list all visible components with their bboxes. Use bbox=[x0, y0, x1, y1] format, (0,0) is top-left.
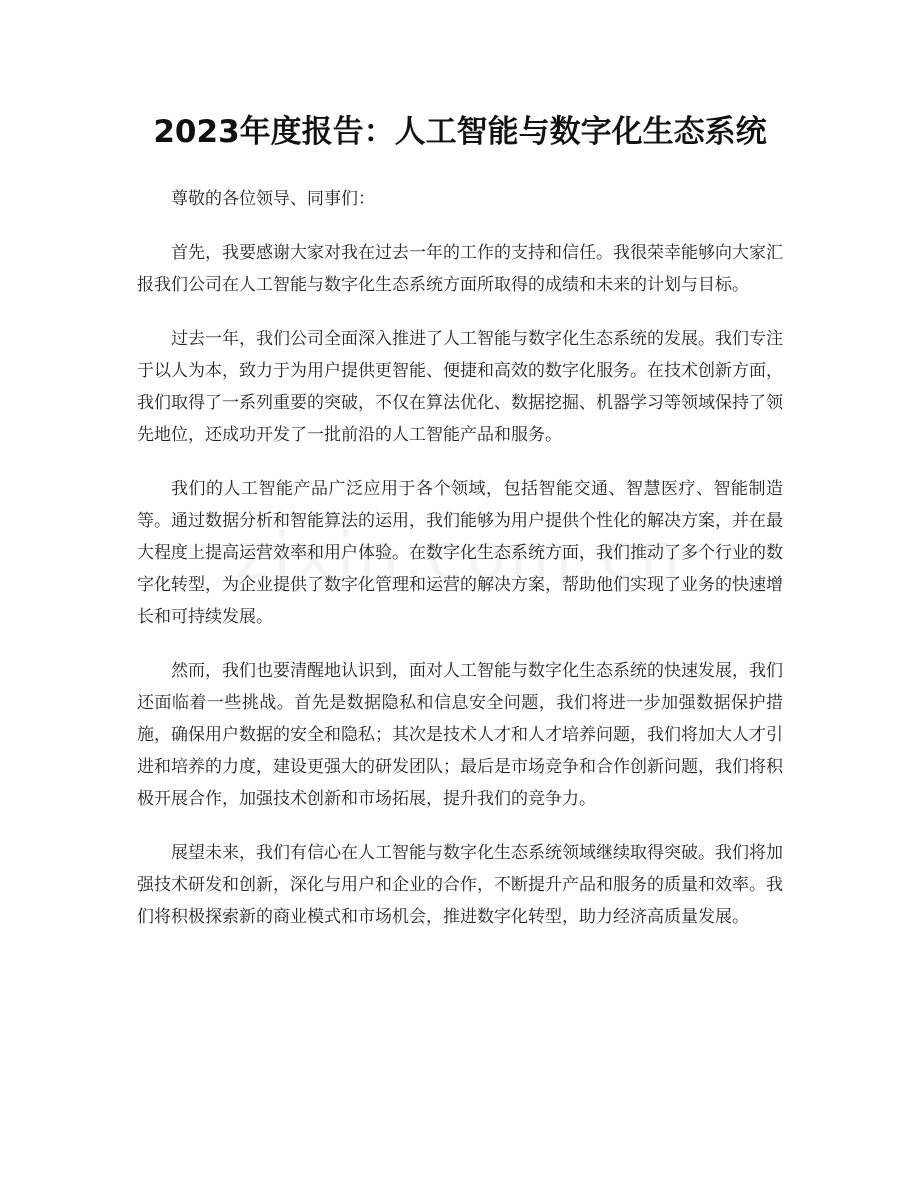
paragraph-4: 然而，我们也要清醒地认识到，面对人工智能与数字化生态系统的快速发展，我们还面临着一些挑战。首先是数据隐私和信息安全问题，我们将进一步加强数据保护措施，确保用户数据的安全和隐私；其次是技术人才和人才培养问题，我们将加大人才引进和培养的力度，建设更强大的研发团队；最后是市场竞争和合作创新问题，我们将积极开展合作，加强技术创新和市场拓展，提升我们的竞争力。 bbox=[137, 661, 783, 809]
document-title: 2023年度报告：人工智能与数字化生态系统 bbox=[153, 114, 767, 150]
salutation: 尊敬的各位领导、同事们： bbox=[171, 189, 375, 209]
paragraph-2: 过去一年，我们公司全面深入推进了人工智能与数字化生态系统的发展。我们专注于以人为本，致力于为用户提供更智能、便捷和高效的数字化服务。在技术创新方面，我们取得了一系列重要的突破，不仅在算法优化、数据挖掘、机器学习等领域保持了领先地位，还成功开发了一批前沿的人工智能产品和服务。 bbox=[137, 329, 783, 445]
document-body bbox=[137, 183, 783, 955]
paragraph-1: 首先，我要感谢大家对我在过去一年的工作的支持和信任。我很荣幸能够向大家汇报我们公司在人工智能与数字化生态系统方面所取得的成绩和未来的计划与目标。 bbox=[137, 243, 783, 295]
paragraph-3: 我们的人工智能产品广泛应用于各个领域，包括智能交通、智慧医疗、智能制造等。通过数据分析和智能算法的运用，我们能够为用户提供个性化的解决方案，并在最大程度上提高运营效率和用户体验。在数字化生态系统方面，我们推动了多个行业的数字化转型，为企业提供了数字化管理和运营的解决方案，帮助他们实现了业务的快速增长和可持续发展。 bbox=[137, 479, 783, 627]
paragraph-5: 展望未来，我们有信心在人工智能与数字化生态系统领域继续取得突破。我们将加强技术研发和创新，深化与用户和企业的合作，不断提升产品和服务的质量和效率。我们将积极探索新的商业模式和市场机会，推进数字化转型，助力经济高质量发展。 bbox=[137, 843, 783, 927]
